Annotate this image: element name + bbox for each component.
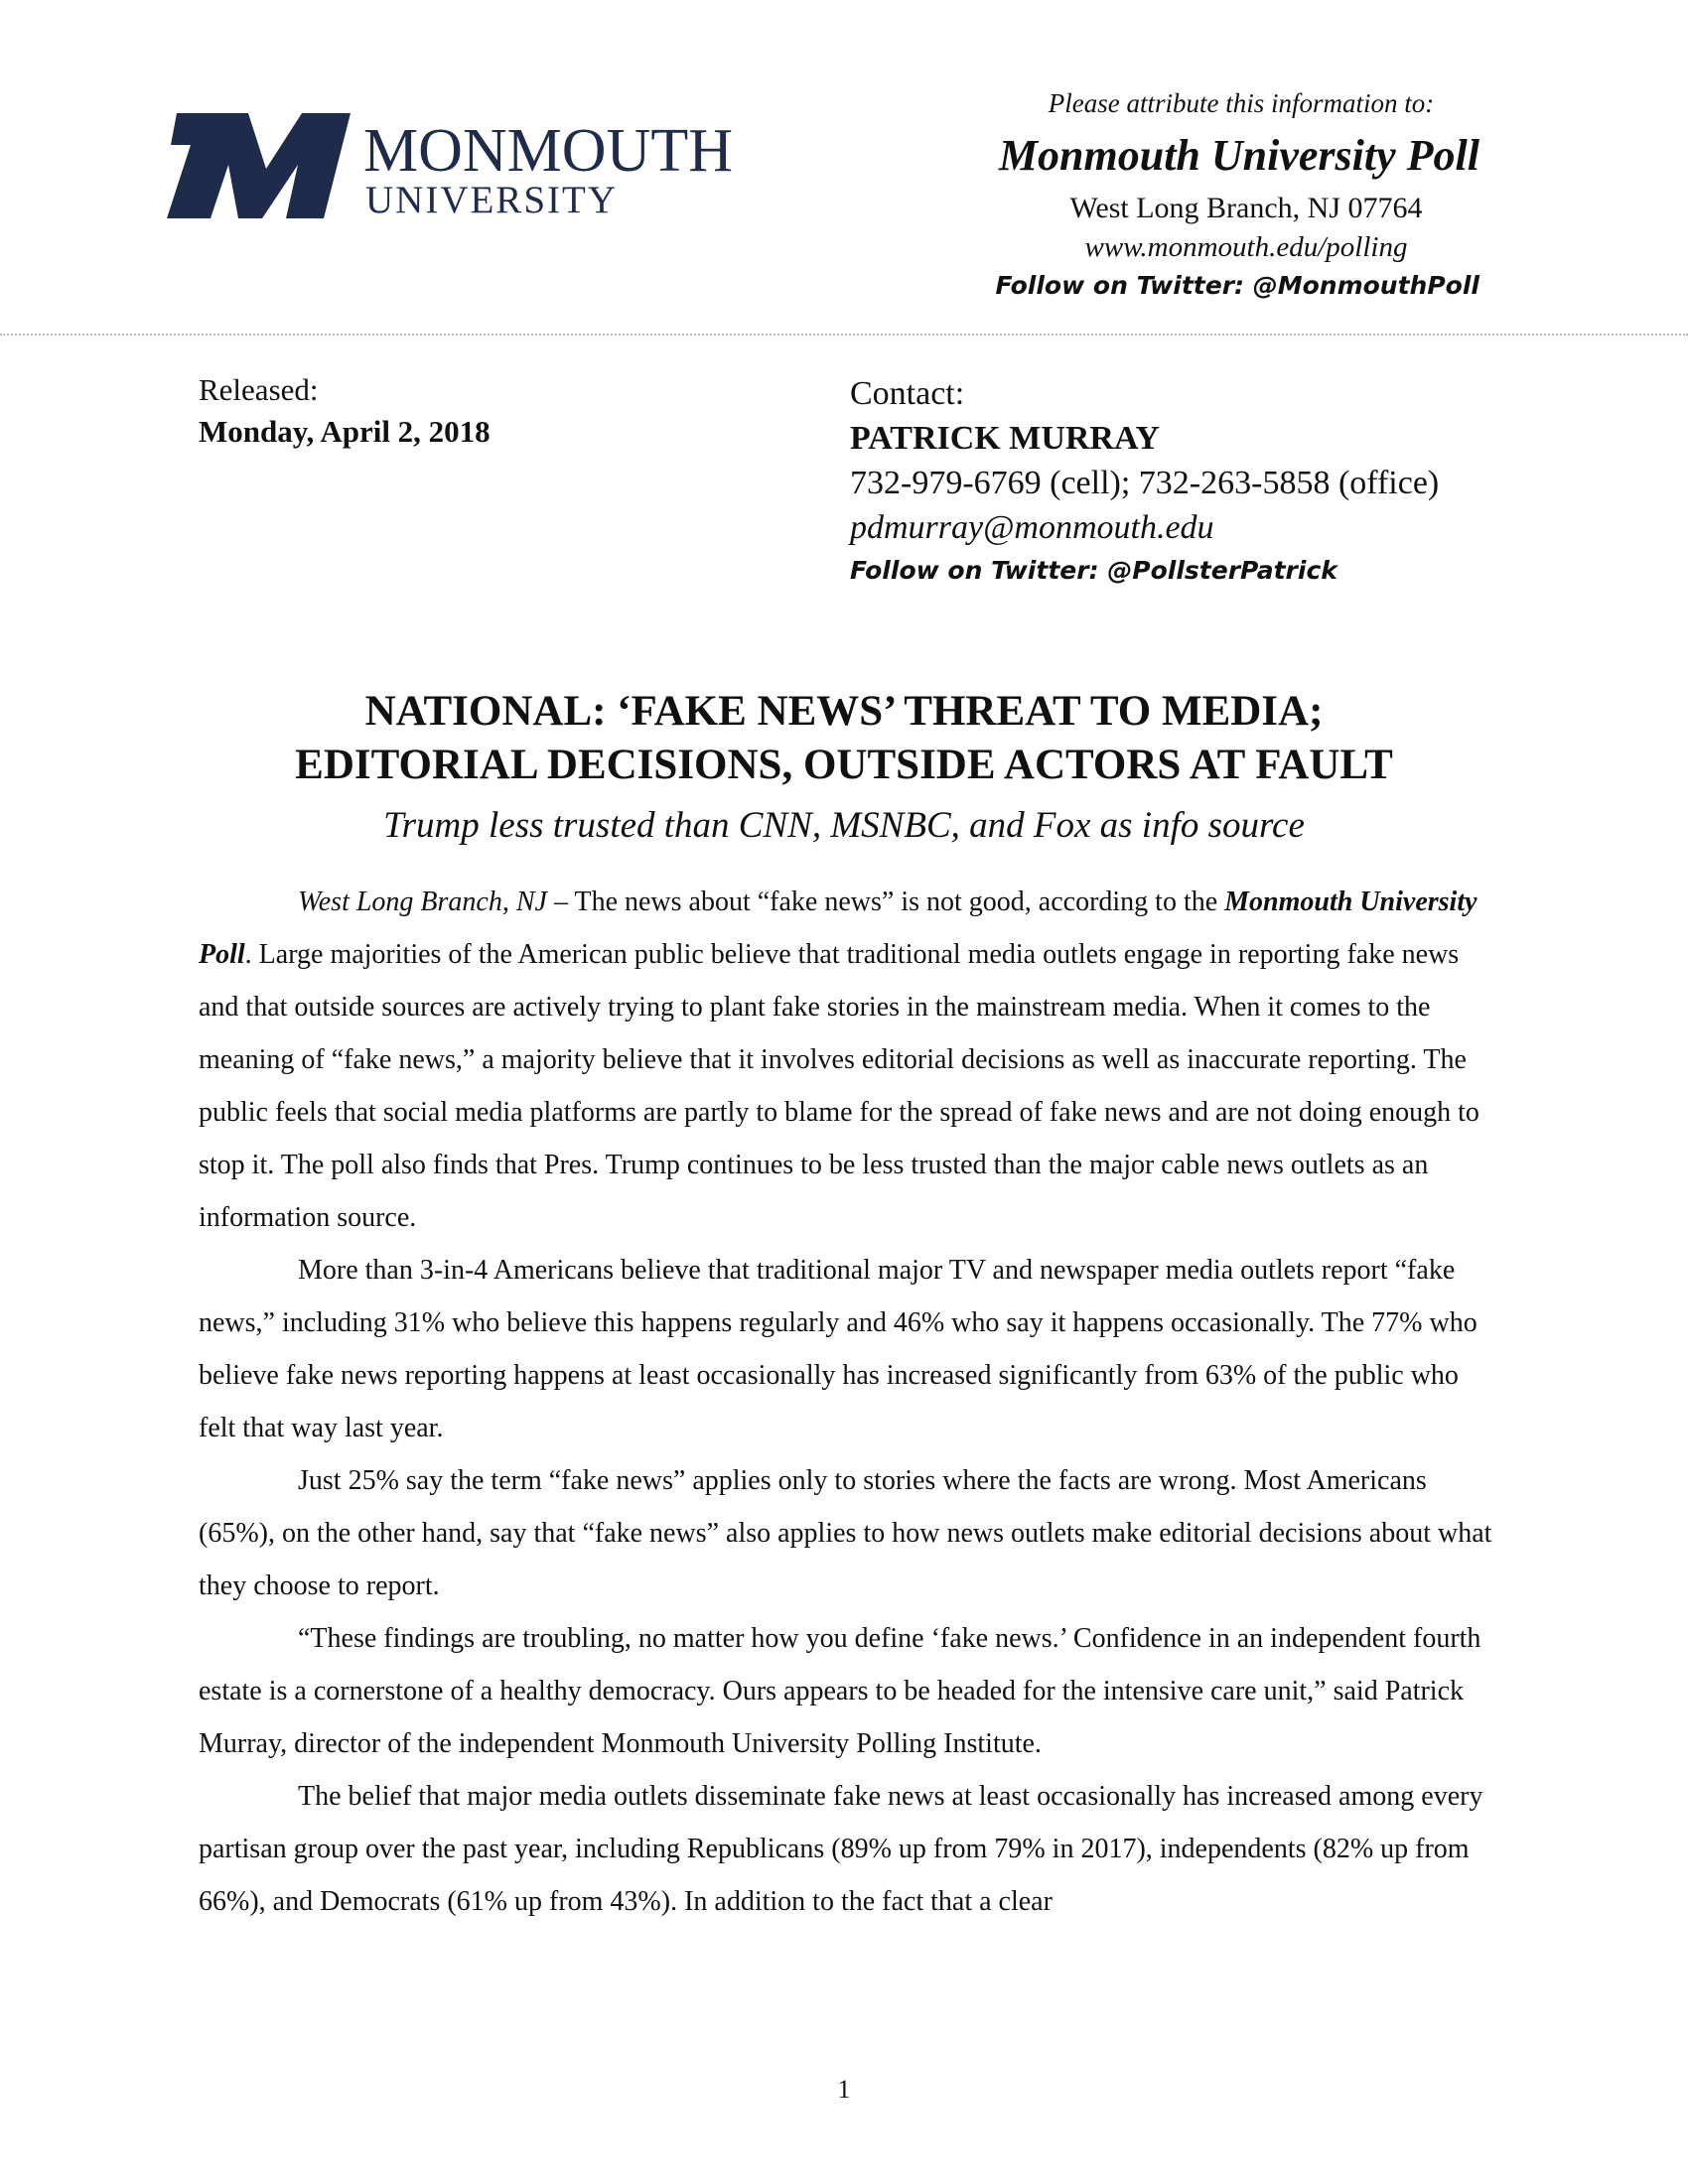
release-date: Monday, April 2, 2018 — [199, 414, 491, 449]
paragraph-1-text: . Large majorities of the American public believe that traditional media outlets engage in reporting fake news and that outside sources are actively trying to plant fake stories in the mainstream media. When it comes to the meaning of “fake news,” a majority believe that it involves editorial decisions as well as inaccurate reporting. The public feels that social media platforms are partly to blame for the spread of fake news and are not doing enough to stop it. The poll also finds that Pres. Trump continues to be less trusted than the major cable news outlets as an information source. — [199, 939, 1479, 1233]
contact-phone: 732-979-6769 (cell); 732-263-5858 (office) — [850, 465, 1440, 501]
poll-website-link[interactable]: www.monmouth.edu/polling — [1084, 231, 1408, 263]
logo-wordmark-line2: UNIVERSITY — [365, 179, 618, 221]
monmouth-university-logo — [167, 111, 763, 224]
poll-twitter-link[interactable]: Follow on Twitter: @MonmouthPoll — [995, 271, 1479, 300]
page-number: 1 — [837, 2075, 851, 2104]
dateline-location: West Long Branch, NJ — [298, 887, 547, 917]
contact-twitter-link[interactable]: Follow on Twitter: @PollsterPatrick — [850, 556, 1337, 585]
paragraph-1-lead: – The news about “fake news” is not good, according to the — [546, 887, 1225, 917]
article-body — [199, 876, 1499, 1928]
release-block — [199, 369, 491, 453]
body-paragraph-2: More than 3-in-4 Americans believe that traditional major TV and newspaper media outlets report “fake news,” including 31% who believe this happens regularly and 46% who say it happens occasionally. The 77% who believe fake news reporting happens at least occasionally has increased significantly from 63% of the public who felt that way last year. — [199, 1255, 1477, 1443]
press-release-headline — [159, 685, 1529, 792]
header-divider — [0, 334, 1688, 336]
logo-wordmark-line1: MONMOUTH — [363, 117, 733, 185]
contact-block — [850, 371, 1439, 592]
body-paragraph-5: The belief that major media outlets disseminate fake news at least occasionally has increased among every partisan group over the past year, including Republicans (89% up from 79% in 2017), independents (82% up from 66%), and Democrats (61% up from 43%). In addition to the fact that a clear — [199, 1781, 1483, 1917]
contact-label: Contact: — [850, 375, 965, 412]
headline-line-2: EDITORIAL DECISIONS, OUTSIDE ACTORS AT FAULT — [295, 742, 1393, 788]
poll-name: Monmouth University Poll — [998, 131, 1479, 180]
body-paragraph-3: Just 25% say the term “fake news” applies only to stories where the facts are wrong. Most Americans (65%), on the other hand, say that “fake news” also applies to how news outlets make editorial decisions about what they choose to report. — [199, 1465, 1492, 1601]
attribution-block — [844, 83, 1479, 306]
contact-email-link[interactable]: pdmurray@monmouth.edu — [850, 509, 1214, 546]
press-release-subheadline: Trump less trusted than CNN, MSNBC, and Fox as info source — [383, 805, 1305, 846]
logo-m-mark — [167, 113, 351, 218]
poll-address: West Long Branch, NJ 07764 — [1069, 192, 1423, 224]
contact-name: PATRICK MURRAY — [850, 420, 1160, 457]
poll-name-inline: Monmouth University Poll — [199, 887, 1477, 970]
body-paragraph-4: “These findings are troubling, no matter how you define ‘fake news.’ Confidence in an independent fourth estate is a cornerstone of a healthy democracy. Ours appears to be headed for the intensive care unit,” said Patrick Murray, director of the independent Monmouth University Polling Institute. — [199, 1623, 1481, 1759]
release-label: Released: — [199, 372, 319, 407]
headline-line-1: NATIONAL: ‘FAKE NEWS’ THREAT TO MEDIA; — [364, 688, 1324, 735]
attribution-prompt: Please attribute this information to: — [1048, 88, 1435, 118]
body-paragraph-1 — [199, 876, 1499, 1244]
